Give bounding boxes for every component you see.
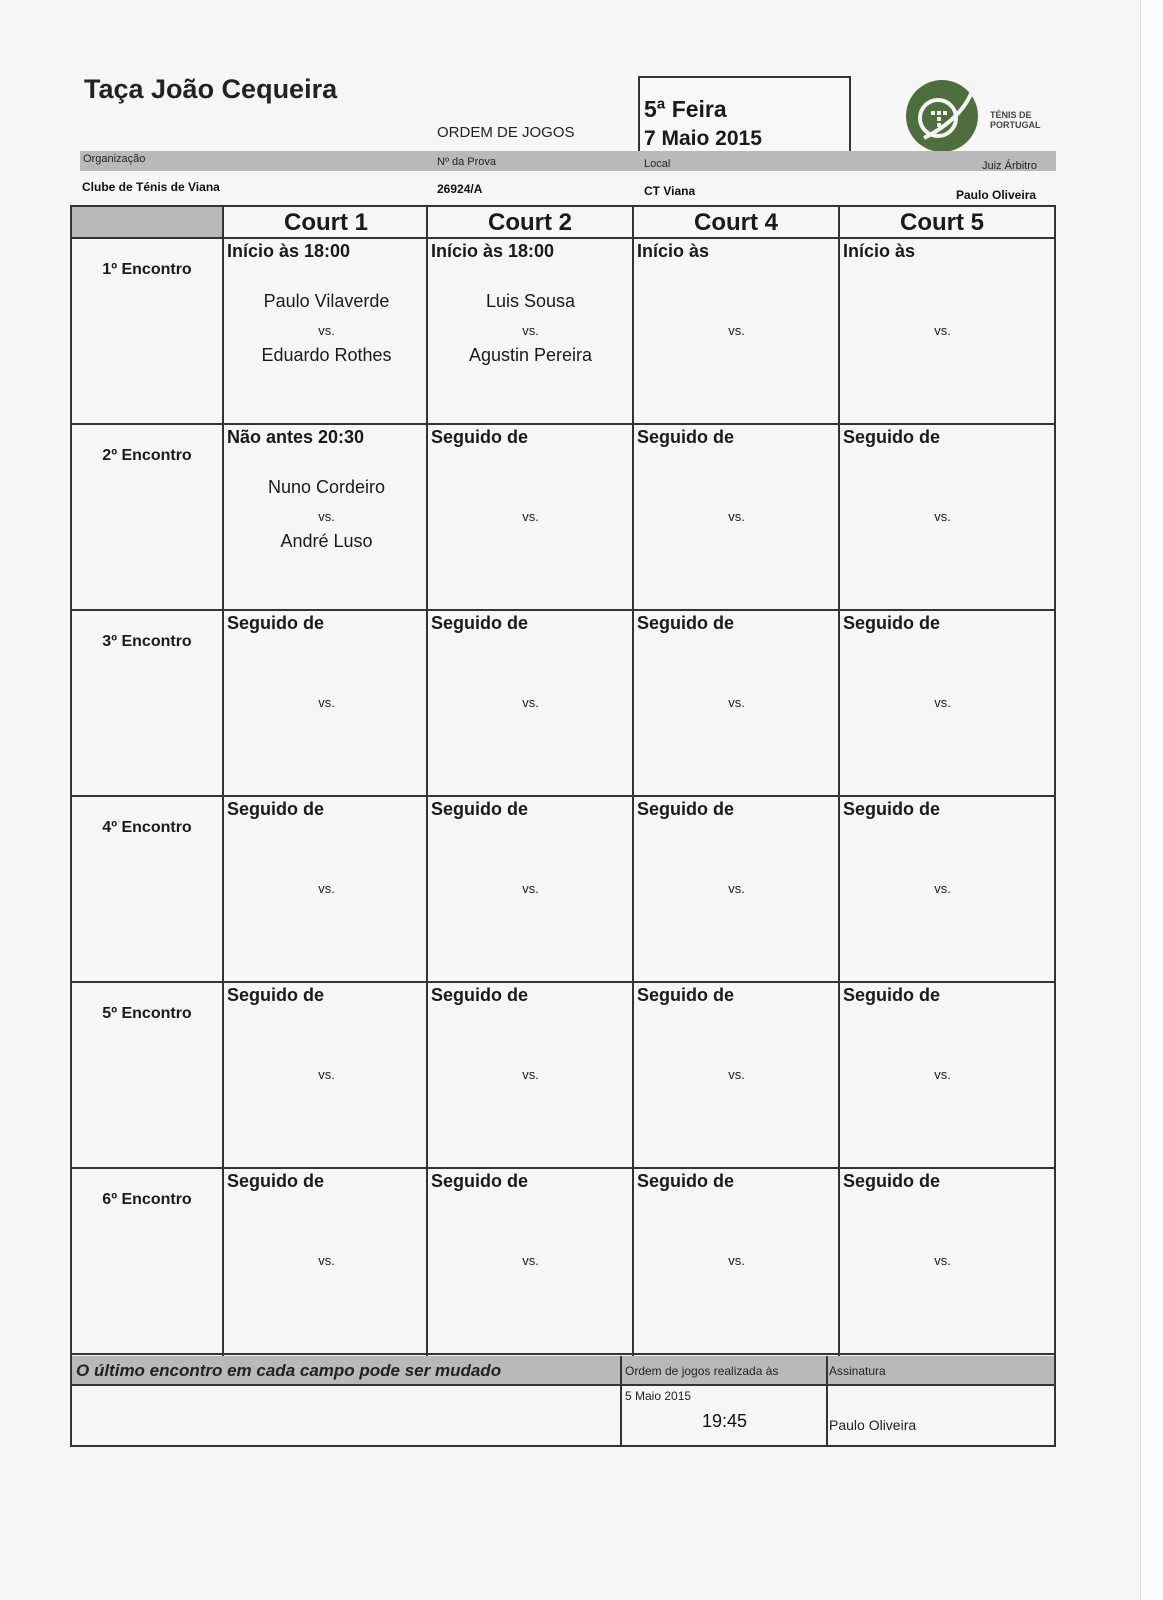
cell-start-time: Seguido de <box>227 799 325 819</box>
versus-label: vs. <box>728 881 745 896</box>
logo-text-line-2: PORTUGAL <box>990 120 1041 130</box>
versus-label: vs. <box>318 1253 335 1268</box>
grid-vline <box>826 1356 828 1445</box>
signature-value: Paulo Oliveira <box>829 1417 917 1433</box>
court-header: Court 2 <box>488 209 572 236</box>
cell-start-time: Seguido de <box>637 799 735 819</box>
cell-start-time: Seguido de <box>431 1171 529 1191</box>
tournament-title: Taça João Cequeira <box>84 74 338 104</box>
cell-start-time: Seguido de <box>431 985 529 1005</box>
versus-label: vs. <box>522 881 539 896</box>
versus-label: vs. <box>934 509 951 524</box>
date-box <box>638 76 851 156</box>
encontro-label: 4º Encontro <box>102 819 192 836</box>
encontro-label: 5º Encontro <box>102 1005 192 1022</box>
order-time-label: Ordem de jogos realizada às <box>625 1364 779 1378</box>
grid-hline <box>72 423 1054 425</box>
order-heading: ORDEM DE JOGOS <box>437 124 575 141</box>
grid-hline <box>72 981 1054 983</box>
encontro-label: 1º Encontro <box>102 261 192 278</box>
info-bar <box>80 151 1056 171</box>
court-header: Court 1 <box>284 209 368 236</box>
weekday: 5ª Feira <box>644 96 727 122</box>
grid-vline <box>620 1356 622 1445</box>
logo-text <box>990 110 1041 130</box>
footer-note: O último encontro em cada campo pode ser mudado <box>76 1361 502 1380</box>
versus-label: vs. <box>318 881 335 896</box>
signature-label: Assinatura <box>829 1364 886 1378</box>
cell-start-time: Início às <box>637 241 710 261</box>
player-2: Agustin Pereira <box>468 345 593 365</box>
versus-label: vs. <box>728 509 745 524</box>
encontro-label: 3º Encontro <box>102 633 192 650</box>
logo-text-line-1: TÉNIS DE <box>990 110 1032 120</box>
cell-start-time: Início às 18:00 <box>431 241 555 261</box>
player-1: Paulo Vilaverde <box>263 291 390 311</box>
versus-label: vs. <box>934 1067 951 1082</box>
versus-label: vs. <box>522 509 539 524</box>
cell-start-time: Seguido de <box>431 799 529 819</box>
corner-cell <box>72 207 222 237</box>
grid-hline <box>72 609 1054 611</box>
cell-start-time: Início às <box>843 241 916 261</box>
versus-label: vs. <box>728 323 745 338</box>
cell-start-time: Seguido de <box>843 1171 941 1191</box>
cell-start-time: Seguido de <box>227 613 325 633</box>
versus-label: vs. <box>522 695 539 710</box>
cell-start-time: Seguido de <box>637 985 735 1005</box>
versus-label: vs. <box>728 1067 745 1082</box>
versus-label: vs. <box>318 695 335 710</box>
cell-start-time: Seguido de <box>637 613 735 633</box>
player-1: Nuno Cordeiro <box>267 477 386 497</box>
grid-hline <box>72 1167 1054 1169</box>
schedule-grid <box>70 205 1056 1447</box>
cell-start-time: Seguido de <box>843 985 941 1005</box>
grid-vline <box>222 207 224 1356</box>
grid-vline <box>426 207 428 1356</box>
encontro-label: 6º Encontro <box>102 1191 192 1208</box>
local-label: Local <box>644 158 671 170</box>
versus-label: vs. <box>318 1067 335 1082</box>
versus-label: vs. <box>934 881 951 896</box>
cell-start-time: Seguido de <box>227 985 325 1005</box>
cell-start-time: Início às 18:00 <box>227 241 351 261</box>
prova-label: Nº da Prova <box>437 156 497 168</box>
grid-hline <box>72 1353 1054 1355</box>
cell-start-time: Seguido de <box>843 799 941 819</box>
cell-start-time: Não antes 20:30 <box>227 427 365 447</box>
page-edge <box>1140 0 1163 1600</box>
local-value: CT Viana <box>644 184 696 198</box>
player-2: André Luso <box>280 531 373 551</box>
juiz-value: Paulo Oliveira <box>956 188 1037 202</box>
versus-label: vs. <box>318 509 335 524</box>
grid-vline <box>838 207 840 1356</box>
cell-start-time: Seguido de <box>431 613 529 633</box>
cell-start-time: Seguido de <box>637 427 735 447</box>
tenis-portugal-logo-icon <box>904 78 980 154</box>
grid-hline <box>72 1384 1054 1386</box>
grid-vline <box>632 207 634 1356</box>
versus-label: vs. <box>728 695 745 710</box>
order-time: 19:45 <box>702 1411 748 1431</box>
versus-label: vs. <box>522 323 539 338</box>
versus-label: vs. <box>934 323 951 338</box>
versus-label: vs. <box>934 695 951 710</box>
cell-start-time: Seguido de <box>843 613 941 633</box>
encontro-label: 2º Encontro <box>102 447 192 464</box>
order-date: 5 Maio 2015 <box>625 1389 692 1403</box>
court-header: Court 5 <box>900 209 984 236</box>
cell-start-time: Seguido de <box>637 1171 735 1191</box>
player-2: Eduardo Rothes <box>261 345 392 365</box>
player-1: Luis Sousa <box>485 291 576 311</box>
grid-hline <box>72 795 1054 797</box>
organization-label: Organização <box>83 153 146 165</box>
court-header: Court 4 <box>694 209 778 236</box>
cell-start-time: Seguido de <box>227 1171 325 1191</box>
organization-value: Clube de Ténis de Viana <box>82 180 220 194</box>
cell-start-time: Seguido de <box>431 427 529 447</box>
cell-start-time: Seguido de <box>843 427 941 447</box>
versus-label: vs. <box>522 1253 539 1268</box>
prova-value: 26924/A <box>437 182 483 196</box>
versus-label: vs. <box>934 1253 951 1268</box>
versus-label: vs. <box>318 323 335 338</box>
juiz-label: Juiz Árbitro <box>982 160 1038 172</box>
versus-label: vs. <box>728 1253 745 1268</box>
date: 7 Maio 2015 <box>644 127 762 150</box>
versus-label: vs. <box>522 1067 539 1082</box>
